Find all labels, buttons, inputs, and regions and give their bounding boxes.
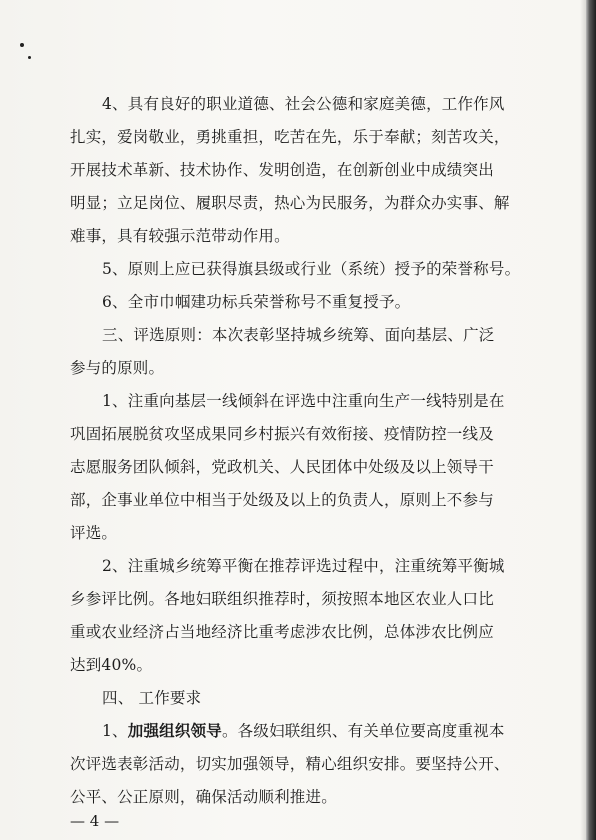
section-heading-4: 四、 工作要求 <box>102 689 202 707</box>
page-number: — 4 — <box>70 812 120 830</box>
text-line: 公平、公正原则，确保活动顺利推进。 <box>70 788 337 806</box>
scanner-edge-bar <box>586 0 596 840</box>
scan-speck <box>20 43 24 47</box>
text-line: 明显；立足岗位、履职尽责，热心为民服务，为群众办实事、解 <box>70 194 510 212</box>
requirement-1-line <box>102 721 505 741</box>
text-line: 难事，具有较强示范带动作用。 <box>70 227 290 245</box>
requirement-1-text: 。各级妇联组织、有关单位要高度重视本 <box>221 722 505 740</box>
text-line: 6、全市巾帼建功标兵荣誉称号不重复授予。 <box>102 293 411 311</box>
text-line: 次评选表彰活动，切实加强领导，精心组织安排。要坚持公开、 <box>70 755 510 773</box>
text-line: 1、注重向基层一线倾斜在评选中注重向生产一线特别是在 <box>102 392 505 410</box>
text-line: 参与的原则。 <box>70 359 165 377</box>
text-line: 重或农业经济占当地经济比重考虑涉农比例，总体涉农比例应 <box>70 623 494 641</box>
text-line: 巩固拓展脱贫攻坚成果同乡村振兴有效衔接、疫情防控一线及 <box>70 425 494 443</box>
requirement-1-prefix: 1、 <box>102 722 128 740</box>
text-line: 2、注重城乡统筹平衡在推荐评选过程中，注重统筹平衡城 <box>102 557 505 575</box>
text-line: 乡参评比例。各地妇联组织推荐时，须按照本地区农业人口比 <box>70 590 494 608</box>
text-line: 4、具有良好的职业道德、社会公德和家庭美德，工作作风 <box>102 95 505 113</box>
text-line: 扎实，爱岗敬业，勇挑重担，吃苦在先，乐于奉献；刻苦攻关， <box>70 128 510 146</box>
text-line: 评选。 <box>70 524 118 542</box>
text-line: 开展技术革新、技术协作、发明创造，在创新创业中成绩突出 <box>70 161 494 179</box>
section-heading-3: 三、评选原则：本次表彰坚持城乡统筹、面向基层、广泛 <box>102 326 495 344</box>
text-line: 志愿服务团队倾斜，党政机关、人民团体中处级及以上领导干 <box>70 458 494 476</box>
text-line: 达到40%。 <box>70 656 153 674</box>
text-line: 5、原则上应已获得旗县级或行业（系统）授予的荣誉称号。 <box>102 260 521 278</box>
requirement-1-title: 加强组织领导 <box>127 722 222 740</box>
scan-speck <box>28 56 31 59</box>
text-line: 部，企事业单位中相当于处级及以上的负责人，原则上不参与 <box>70 491 494 509</box>
